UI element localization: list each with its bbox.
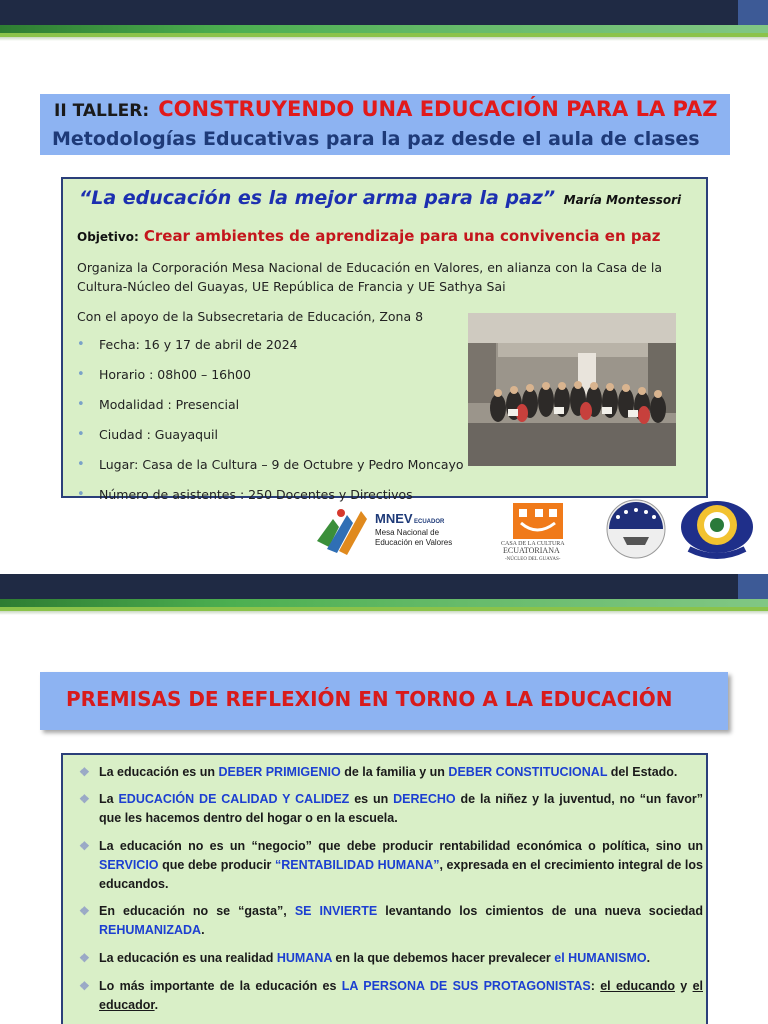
premise-highlight: SE INVIERTE [294, 904, 378, 918]
title-main: CONSTRUYENDO UNA EDUCACIÓN PARA LA PAZ [158, 97, 718, 121]
premise-text: . [201, 923, 205, 937]
premise-text: : [590, 979, 601, 993]
mnev-line1: Mesa Nacional de [375, 528, 440, 537]
premise-text: La educación es una realidad [99, 951, 277, 965]
casa-cultura-logo-icon [513, 503, 563, 539]
premise-text: es un [349, 792, 394, 806]
green-stripe [0, 25, 768, 33]
title-line [54, 97, 717, 121]
premise-underlined: el educador [99, 979, 703, 1012]
ue-francia-emblem-icon [607, 500, 665, 558]
diamond-bullet-icon: ❖ [79, 951, 90, 965]
ue-sathya-sai-emblem-icon [681, 501, 753, 556]
premise-highlight: LA PERSONA DE SUS PROTAGONISTAS [341, 979, 591, 993]
premise-highlight: DERECHO [393, 792, 456, 806]
green-stripe [0, 599, 768, 607]
premise-text: La [99, 792, 119, 806]
premise-text: y [675, 979, 693, 993]
premise-text: . [646, 951, 651, 965]
diamond-bullet-icon: ❖ [79, 979, 90, 993]
mnev-line2: Educación en Valores [375, 538, 453, 547]
quote [79, 187, 681, 209]
detail-lugar: • Lugar: Casa de la Cultura – 9 de Octubre y Pedro Moncayo [77, 456, 464, 486]
premise-text: La educación no es un “negocio” que debe producir rentabilidad económica o política, sino un [99, 839, 703, 853]
premise-item [77, 837, 703, 894]
premise-highlight: “RENTABILIDAD HUMANA” [275, 858, 440, 872]
premise-item [77, 763, 703, 782]
premise-text: en la que debemos hacer prevalecer [331, 951, 555, 965]
diamond-bullet-icon: ❖ [79, 839, 90, 853]
slide-premisas [0, 574, 768, 1024]
casa-line1: CASA DE LA CULTURA [501, 541, 565, 547]
header-bar [0, 574, 768, 601]
premise-text: levantando los cimientos de una nueva sociedad [377, 904, 703, 918]
casa-line3: -NÚCLEO DEL GUAYAS- [505, 557, 561, 562]
premises-title-band [40, 672, 728, 730]
subtitle: Metodologías Educativas para la paz desde el aula de clases [52, 128, 700, 150]
premise-text: de la niñez y la juventud, no “un favor” que les hacemos dentro del hogar o en la escuela. [99, 792, 704, 825]
premise-text: del Estado. [607, 765, 678, 779]
title-band [40, 94, 730, 155]
objective [77, 226, 660, 245]
premise-highlight: SERVICIO [99, 858, 159, 872]
premise-highlight: EDUCACIÓN DE CALIDAD Y CALIDEZ [118, 792, 350, 806]
header-accent [738, 574, 768, 601]
objective-value: Crear ambientes de aprendizaje para una convivencia en paz [143, 227, 661, 245]
premise-highlight: REHUMANIZADA [99, 923, 202, 937]
diamond-bullet-icon: ❖ [79, 792, 90, 806]
premise-text: La educación es un [99, 765, 219, 779]
mnev-name: MNEV [375, 511, 413, 526]
premise-item [77, 790, 703, 828]
title-prefix: II TALLER: [54, 101, 150, 121]
premise-highlight: HUMANA [276, 951, 332, 965]
premise-text: que debe producir [158, 858, 276, 872]
diamond-bullet-icon: ❖ [79, 765, 90, 779]
details-list [77, 336, 464, 516]
premise-highlight: el HUMANISMO [554, 951, 647, 965]
detail-fecha: • Fecha: 16 y 17 de abril de 2024 [77, 336, 464, 366]
premise-highlight: DEBER CONSTITUCIONAL [448, 765, 608, 779]
logos-row [313, 497, 763, 565]
header-accent [738, 0, 768, 27]
organizer-text: Organiza la Corporación Mesa Nacional de Educación en Valores, en alianza con la Casa de la Cultura-Núcleo del Guayas, UE República de Francia y UE Sathya Sai [77, 260, 662, 294]
premise-item [77, 902, 703, 940]
quote-text: “La educación es la mejor arma para la paz” [79, 187, 556, 209]
casa-line2: ECUATORIANA [503, 546, 560, 555]
objective-label: Objetivo: [77, 230, 139, 244]
header-bar [0, 0, 768, 27]
diamond-bullet-icon: ❖ [79, 904, 90, 918]
premise-item [77, 977, 703, 1015]
premise-item [77, 949, 703, 968]
header-shadow [0, 611, 768, 615]
premise-text: , expresada en el crecimiento integral de los educandos. [99, 858, 703, 891]
premises-box [61, 753, 708, 1024]
quote-author: María Montessori [563, 193, 682, 207]
detail-asistentes: • Número de asistentes : 250 Docentes y Directivos [77, 486, 464, 516]
premise-text: de la familia y un [340, 765, 449, 779]
premise-text: Lo más importante de la educación es [99, 979, 342, 993]
premise-text: . [154, 998, 159, 1012]
detail-horario: • Horario : 08h00 – 16h00 [77, 366, 464, 396]
premise-text: En educación no se “gasta”, [99, 904, 295, 918]
premise-underlined: el educando [600, 979, 675, 993]
support-text: Con el apoyo de la Subsecretaria de Educación, Zona 8 [77, 309, 424, 324]
group-photo [468, 313, 676, 466]
detail-ciudad: • Ciudad : Guayaquil [77, 426, 464, 456]
mnev-logo-icon [317, 509, 367, 555]
premises-title: PREMISAS DE REFLEXIÓN EN TORNO A LA EDUCACIÓN [66, 687, 673, 711]
detail-modalidad: • Modalidad : Presencial [77, 396, 464, 426]
mnev-country: ECUADOR [414, 519, 445, 525]
premise-highlight: DEBER PRIMIGENIO [218, 765, 341, 779]
header-shadow [0, 37, 768, 41]
